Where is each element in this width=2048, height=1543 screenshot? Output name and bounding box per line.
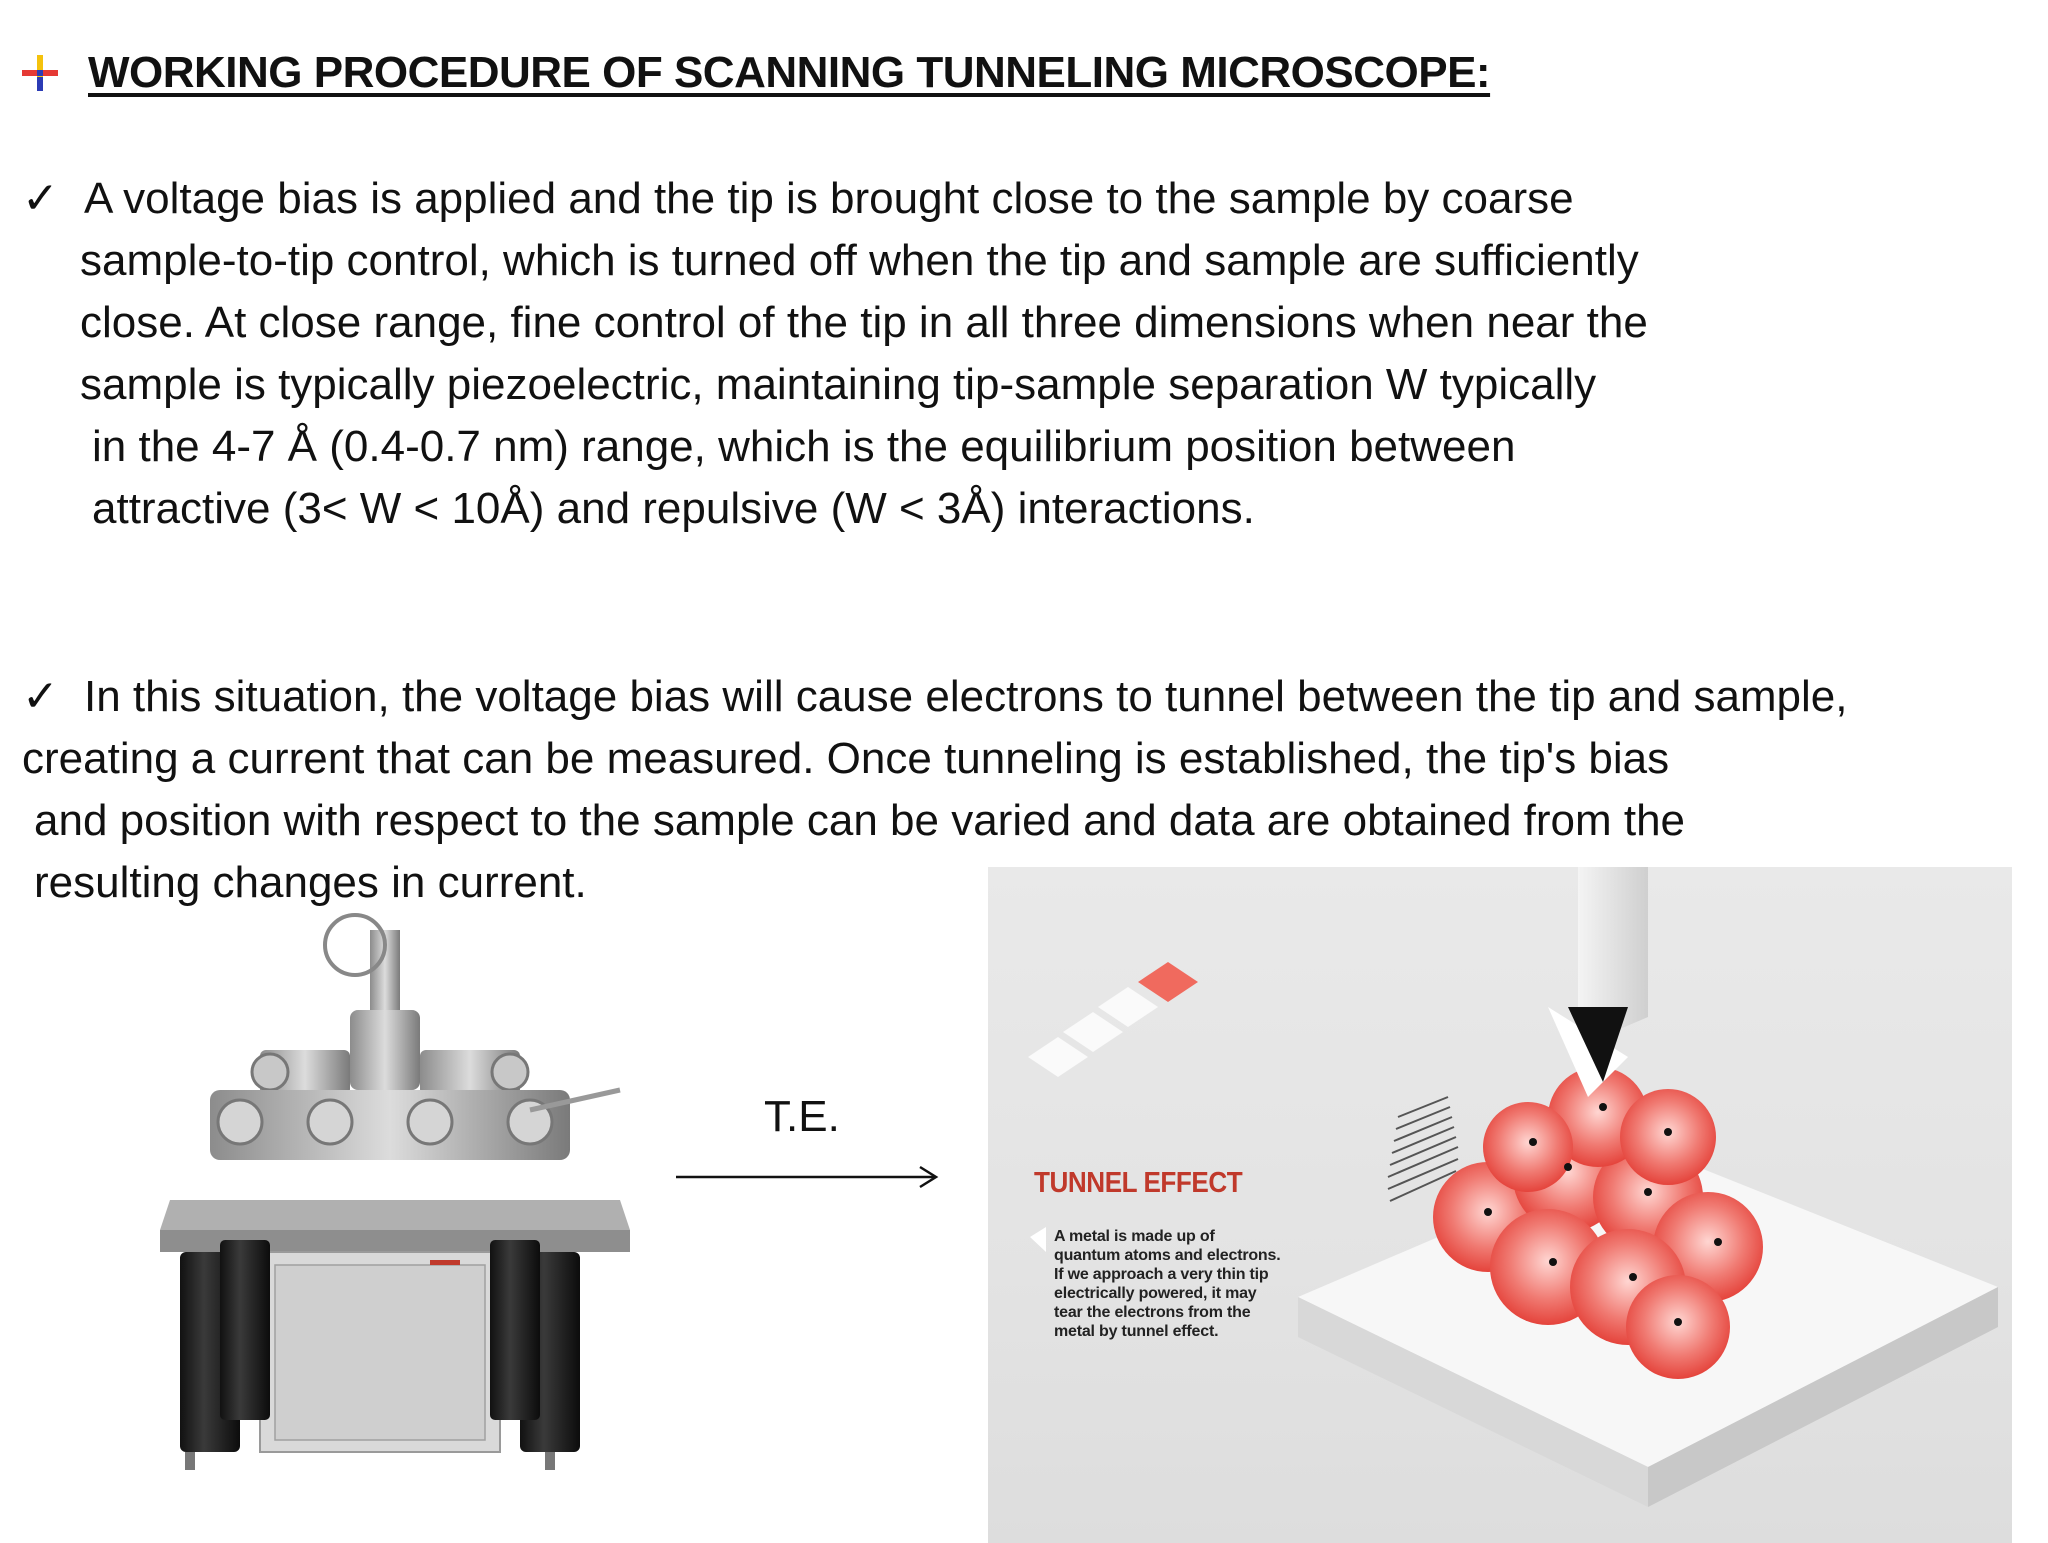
paragraph-1-line-6: attractive (3< W < 10Å) and repulsive (W < 3Å) interactions. <box>92 484 1255 533</box>
paragraph-1-line-3: close. At close range, fine control of the tip in all three dimensions when near the <box>80 298 1648 347</box>
slide-title-row <box>20 48 1490 98</box>
paragraph-2-line-3: and position with respect to the sample can be varied and data are obtained from the <box>34 796 1686 845</box>
arrow-label: T.E. <box>764 1092 840 1141</box>
tunnel-effect-image <box>988 867 2012 1543</box>
checkmark-icon: ✓ <box>22 672 59 721</box>
right-arrow-icon <box>674 1162 944 1192</box>
paragraph-1-line-5: in the 4-7 Å (0.4-0.7 nm) range, which is the equilibrium position between <box>92 422 1516 471</box>
paragraph-2-line-1: In this situation, the voltage bias will cause electrons to tunnel between the tip and sample, <box>84 672 1848 721</box>
paragraph-2-line-4: resulting changes in current. <box>34 858 587 907</box>
paragraph-2-line-2: creating a current that can be measured. Once tunneling is established, the tip's bias <box>22 734 1670 783</box>
paragraph-1 <box>22 168 1648 540</box>
tunnel-effect-body: A metal is made up of quantum atoms and electrons. If we approach a very thin tip electrically powered, it may tear the electrons from the metal by tunnel effect. <box>1054 1228 1281 1340</box>
tunnel-effect-illustration <box>988 867 2012 1543</box>
tunnel-effect-heading: TUNNEL EFFECT <box>1034 1167 1243 1199</box>
slide-title: WORKING PROCEDURE OF SCANNING TUNNELING MICROSCOPE: <box>88 48 1491 97</box>
checkmark-icon: ✓ <box>22 174 59 223</box>
plus-bullet-icon <box>20 53 60 93</box>
paragraph-1-line-4: sample is typically piezoelectric, maintaining tip-sample separation W typically <box>80 360 1597 409</box>
paragraph-1-line-2: sample-to-tip control, which is turned off when the tip and sample are sufficiently <box>80 236 1639 285</box>
paragraph-1-line-1: A voltage bias is applied and the tip is brought close to the sample by coarse <box>84 174 1574 223</box>
stm-machine-image <box>150 900 640 1480</box>
